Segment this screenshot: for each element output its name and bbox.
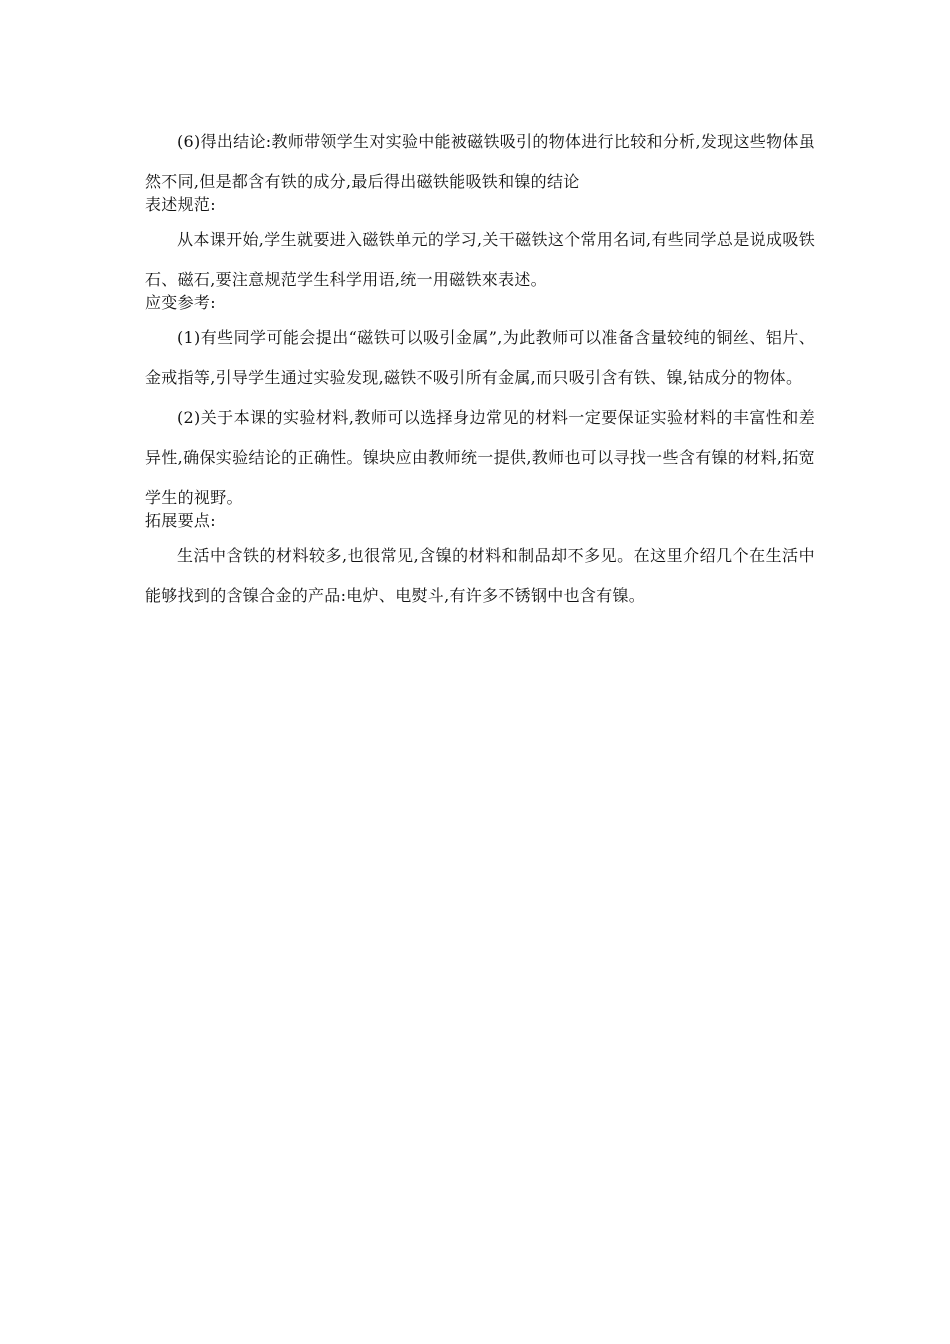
paragraph-conclusion: (6)得出结论:教师带领学生对实验中能被磁铁吸引的物体进行比较和分析,发现这些物体虽然不同,但是都含有铁的成分,最后得出磁铁能吸铁和镍的结论	[145, 132, 815, 191]
heading-expression-norms: 表述规范:	[145, 195, 216, 214]
heading-contingency-reference: 应变参考:	[145, 293, 216, 312]
document-body	[145, 122, 815, 616]
paragraph-contingency-2: (2)关于本课的实验材料,教师可以选择身边常见的材料一定要保证实验材料的丰富性和差异性,确保实验结论的正确性。镍块应由教师统一提供,教师也可以寻找一些含有镍的材料,拓宽学生的视野。	[145, 408, 815, 507]
paragraph-extension-points: 生活中含铁的材料较多,也很常见,含镍的材料和制品却不多见。在这里介绍几个在生活中能够找到的含镍合金的产品:电炉、电熨斗,有许多不锈钢中也含有镍。	[145, 546, 815, 605]
heading-extension-points: 拓展要点:	[145, 511, 216, 530]
paragraph-expression-norms: 从本课开始,学生就要进入磁铁单元的学习,关干磁铁这个常用名词,有些同学总是说成吸铁石、磁石,要注意规范学生科学用语,统一用磁铁來表述。	[145, 230, 815, 289]
paragraph-contingency-1: (1)有些同学可能会提出“磁铁可以吸引金属”,为此教师可以准备含量较纯的铜丝、铝片、金戒指等,引导学生通过实验发现,磁铁不吸引所有金属,而只吸引含有铁、镍,钴成分的物体。	[145, 328, 815, 387]
